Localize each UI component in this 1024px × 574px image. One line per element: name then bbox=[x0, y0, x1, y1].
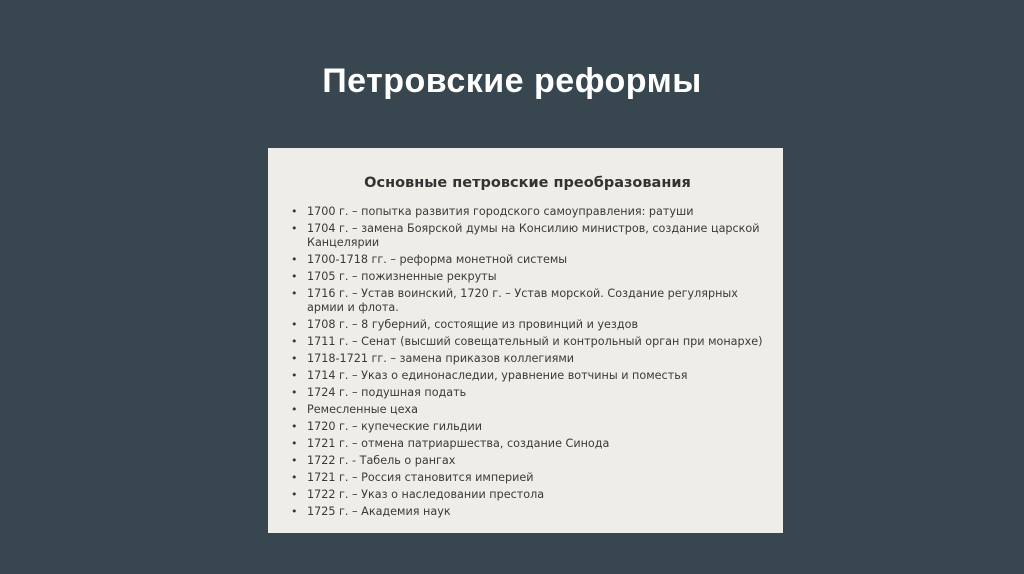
bullet-icon: • bbox=[291, 253, 298, 266]
list-item-text: 1708 г. – 8 губерний, состоящие из провинций и уездов bbox=[307, 318, 639, 331]
bullet-icon: • bbox=[291, 222, 298, 235]
list-item bbox=[288, 205, 767, 219]
slide-title: Петровские реформы bbox=[322, 62, 702, 100]
bullet-icon: • bbox=[291, 369, 298, 382]
list-item bbox=[288, 352, 767, 366]
list-item-text: 1704 г. – замена Боярской думы на Консилию министров, создание царской Канцелярии bbox=[307, 222, 760, 249]
list-item bbox=[288, 454, 767, 468]
bullet-icon: • bbox=[291, 488, 298, 501]
bullet-icon: • bbox=[291, 454, 298, 467]
list-item bbox=[288, 505, 767, 519]
list-item bbox=[288, 403, 767, 417]
list-item bbox=[288, 335, 767, 349]
bullet-icon: • bbox=[291, 335, 298, 348]
reforms-panel bbox=[268, 148, 783, 533]
list-item-text: 1722 г. – Указ о наследовании престола bbox=[307, 488, 545, 501]
list-item bbox=[288, 318, 767, 332]
list-item bbox=[288, 437, 767, 451]
list-item bbox=[288, 420, 767, 434]
list-item bbox=[288, 471, 767, 485]
list-item bbox=[288, 488, 767, 502]
list-item-text: 1725 г. – Академия наук bbox=[307, 505, 451, 518]
bullet-icon: • bbox=[291, 270, 298, 283]
list-item-text: 1721 г. – Россия становится империей bbox=[307, 471, 534, 484]
list-item-text: 1721 г. – отмена патриаршества, создание Синода bbox=[307, 437, 610, 450]
list-item-text: 1711 г. – Сенат (высший совещательный и контрольный орган при монархе) bbox=[307, 335, 763, 348]
list-item bbox=[288, 386, 767, 400]
list-item-text: 1718-1721 гг. – замена приказов коллегиями bbox=[307, 352, 575, 365]
list-item-text: 1720 г. – купеческие гильдии bbox=[307, 420, 483, 433]
list-item bbox=[288, 369, 767, 383]
panel-heading: Основные петровские преобразования bbox=[364, 175, 691, 191]
list-item bbox=[288, 270, 767, 284]
list-item-text: 1705 г. – пожизненные рекруты bbox=[307, 270, 497, 283]
list-item-text: Ремесленные цеха bbox=[307, 403, 419, 416]
bullet-icon: • bbox=[291, 471, 298, 484]
bullet-icon: • bbox=[291, 318, 298, 331]
list-item bbox=[288, 253, 767, 267]
bullet-icon: • bbox=[291, 437, 298, 450]
list-item-text: 1724 г. – подушная подать bbox=[307, 386, 467, 399]
list-item-text: 1700-1718 гг. – реформа монетной системы bbox=[307, 253, 568, 266]
bullet-icon: • bbox=[291, 205, 298, 218]
bullet-icon: • bbox=[291, 352, 298, 365]
reform-list bbox=[288, 205, 767, 519]
bullet-icon: • bbox=[291, 287, 298, 300]
bullet-icon: • bbox=[291, 420, 298, 433]
list-item bbox=[288, 287, 767, 315]
bullet-icon: • bbox=[291, 505, 298, 518]
list-item bbox=[288, 222, 767, 250]
bullet-icon: • bbox=[291, 403, 298, 416]
list-item-text: 1722 г. - Табель о рангах bbox=[307, 454, 456, 467]
list-item-text: 1716 г. – Устав воинский, 1720 г. – Устав морской. Создание регулярных армии и флота. bbox=[307, 287, 738, 314]
bullet-icon: • bbox=[291, 386, 298, 399]
list-item-text: 1714 г. – Указ о единонаследии, уравнение вотчины и поместья bbox=[307, 369, 688, 382]
list-item-text: 1700 г. – попытка развития городского самоуправления: ратуши bbox=[307, 205, 694, 218]
